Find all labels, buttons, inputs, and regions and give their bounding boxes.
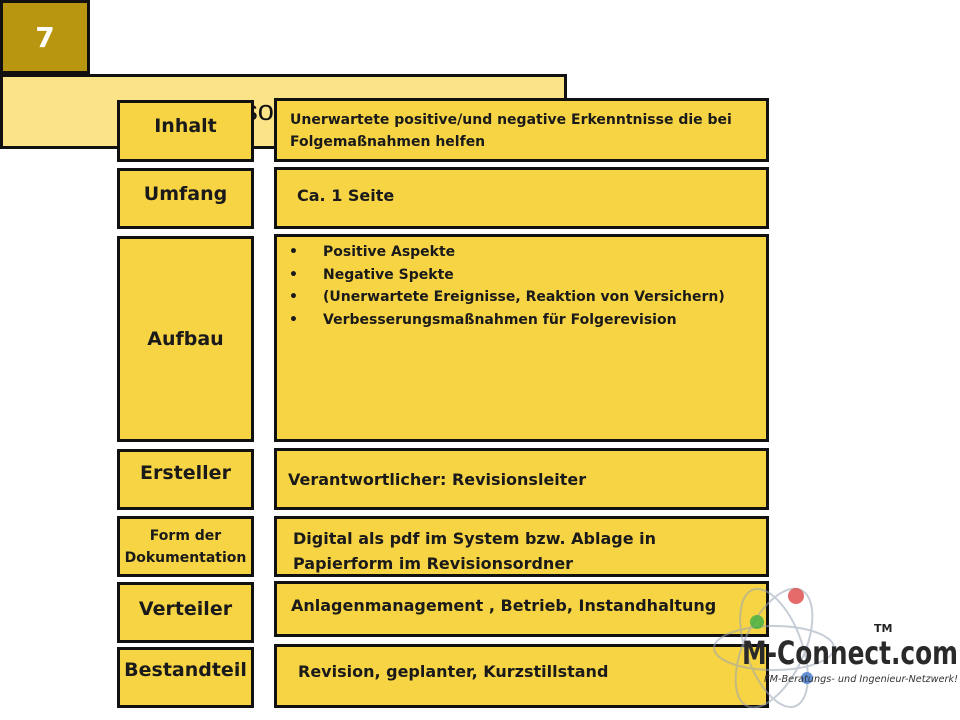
slide-number: 7 bbox=[35, 20, 55, 54]
label-bestandteil: Bestandteil bbox=[124, 659, 247, 681]
label-aufbau: Aufbau bbox=[147, 328, 224, 350]
label-verteiler: Verteiler bbox=[138, 598, 233, 620]
list-item: • Verbesserungsmaßnahmen für Folgerevision bbox=[323, 309, 766, 332]
content-bestandteil: Revision, geplanter, Kurzstillstand bbox=[298, 662, 609, 681]
label-box-form-der-dokumentation bbox=[117, 516, 254, 577]
content-ersteller: Verantwortlicher: Revisionsleiter bbox=[288, 470, 587, 489]
label-box-aufbau bbox=[117, 236, 254, 442]
slide-number-badge bbox=[0, 0, 90, 74]
content-inhalt: Unerwartete positive/und negative Erkenntnisse die bei Folgemaßnahmen helfen bbox=[290, 112, 732, 150]
aufbau-bullet-list bbox=[277, 241, 766, 331]
logo-tagline: FM-Beratungs- und Ingenieur-Netzwerk! bbox=[764, 674, 958, 685]
content-box-ersteller bbox=[274, 448, 769, 510]
orbit-dot-green bbox=[750, 615, 764, 629]
content-box-bestandteil bbox=[274, 644, 769, 708]
fm-connect-logo bbox=[712, 578, 960, 718]
label-umfang: Umfang bbox=[143, 183, 228, 205]
label-box-verteiler bbox=[117, 582, 254, 643]
content-box-form-der-dokumentation bbox=[274, 516, 769, 577]
list-item: • (Unerwartete Ereignisse, Reaktion von Versichern) bbox=[323, 286, 766, 309]
label-inhalt: Inhalt bbox=[154, 115, 217, 137]
label-form-der-dokumentation: Form der Dokumentation bbox=[124, 527, 247, 566]
list-item: • Negative Spekte bbox=[323, 264, 766, 287]
list-item: • Positive Aspekte bbox=[323, 241, 766, 264]
label-box-inhalt bbox=[117, 100, 254, 162]
content-umfang: Ca. 1 Seite bbox=[297, 186, 395, 205]
content-box-verteiler bbox=[274, 581, 769, 637]
content-verteiler: Anlagenmanagement , Betrieb, Instandhaltung bbox=[291, 596, 717, 615]
label-box-umfang bbox=[117, 168, 254, 229]
content-box-aufbau bbox=[274, 234, 769, 442]
label-ersteller: Ersteller bbox=[140, 462, 231, 484]
content-box-inhalt bbox=[274, 98, 769, 162]
content-box-umfang bbox=[274, 167, 769, 229]
content-form-der-dokumentation: Digital als pdf im System bzw. Ablage in Papierform im Revisionsordner bbox=[293, 529, 656, 573]
logo-trademark: TM bbox=[874, 622, 893, 635]
logo-wordmark: M-Connect.com bbox=[742, 634, 958, 672]
orbit-dot-red bbox=[788, 588, 804, 604]
label-box-ersteller bbox=[117, 449, 254, 510]
label-box-bestandteil bbox=[117, 647, 254, 708]
